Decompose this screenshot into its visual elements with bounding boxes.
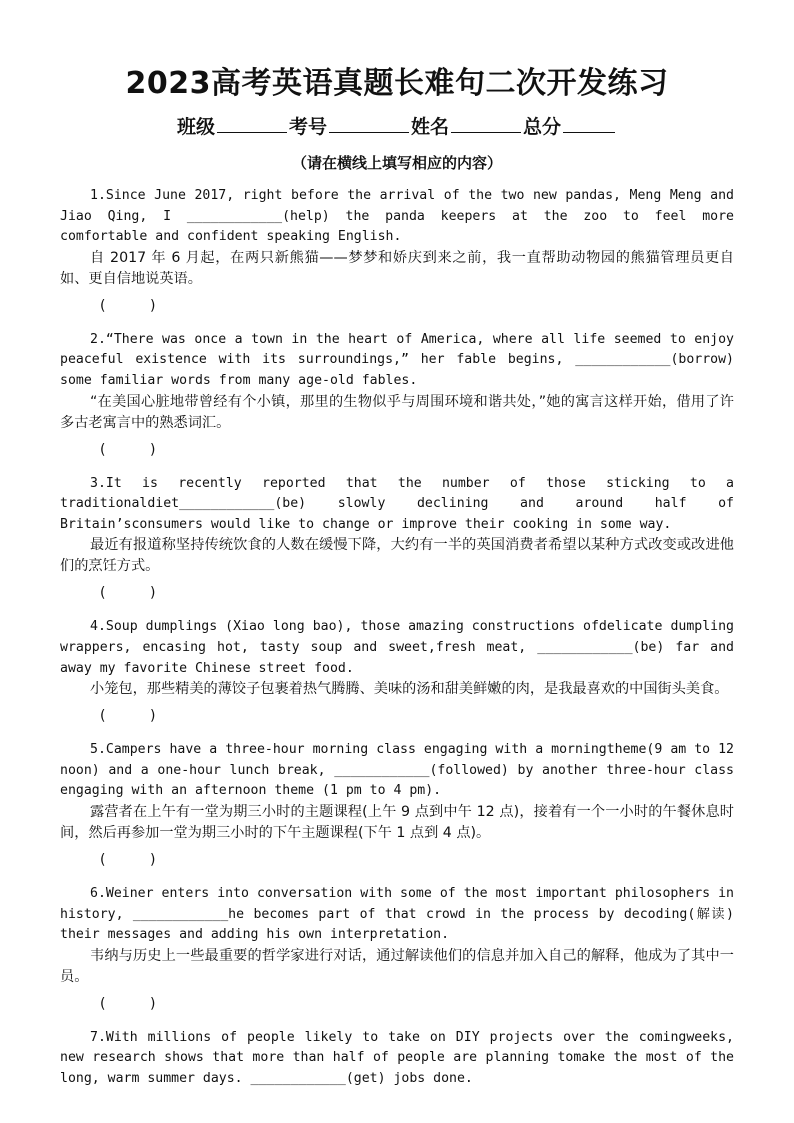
chinese-translation: “在美国心脏地带曾经有个小镇，那里的生物似乎与周围环境和谐共处，”她的寓言这样开始，借用了许多古老寓言中的熟悉词汇。	[60, 393, 734, 431]
exercise-item	[60, 884, 734, 1014]
answer-bracket[interactable]: ( )	[100, 297, 156, 314]
class-blank[interactable]	[217, 114, 287, 133]
exercise-item	[60, 1028, 734, 1090]
score-blank[interactable]	[563, 114, 615, 133]
chinese-translation: 小笼包，那些精美的薄饺子包裹着热气腾腾、美味的汤和甜美鲜嫩的肉，是我最喜欢的中国街头美食。	[90, 681, 729, 698]
english-sentence: 7.With millions of people likely to take on DIY projects over the comingweeks, new research shows that more than half of people are planning tomake the most of the long, warm summer days. ____________(get) jobs done.	[60, 1029, 734, 1086]
english-sentence: 6.Weiner enters into conversation with some of the most important philosophers in history, ____________he becomes part of that crowd in the process by decoding(解读) their messages and adding his own interpretation.	[60, 885, 734, 943]
answer-bracket[interactable]: ( )	[100, 441, 156, 458]
page-title: 2023高考英语真题长难句二次开发练习	[125, 66, 669, 101]
answer-bracket[interactable]: ( )	[100, 995, 156, 1012]
instruction-note: （请在横线上填写相应的内容）	[291, 154, 502, 172]
answer-bracket[interactable]: ( )	[100, 708, 156, 725]
english-sentence: 1.Since June 2017, right before the arrival of the two new pandas, Meng Meng and Jiao Qing, I ____________(help) the panda keepers at the zoo to feel more comfortable and confident speaking English.	[60, 188, 734, 245]
exercise-item	[60, 330, 734, 460]
english-sentence: 2.“There was once a town in the heart of America, where all life seemed to enjoy peaceful existence with its surroundings,” her fable begins, ____________(borrow) some familiar words from many age-old fables.	[60, 331, 734, 388]
exam-no-blank[interactable]	[329, 114, 409, 133]
answer-bracket[interactable]: ( )	[100, 585, 156, 602]
english-sentence: 3.It is recently reported that the number of those sticking to a traditionaldiet____________(be) slowly declining and around half of Britain’sconsumers would like to change or improve their cooking in some way.	[60, 475, 734, 532]
chinese-translation: 韦纳与历史上一些最重要的哲学家进行对话，通过解读他们的信息并加入自己的解释，他成为了其中一员。	[60, 947, 734, 985]
exercise-item	[60, 740, 734, 870]
exercise-item	[60, 617, 734, 726]
chinese-translation: 自 2017 年 6 月起，在两只新熊猫——梦梦和娇庆到来之前，我一直帮助动物园的熊猫管理员更自如、更自信地说英语。	[60, 249, 734, 287]
exam-no-label: 考号	[288, 116, 327, 138]
score-label: 总分	[523, 116, 562, 138]
name-blank[interactable]	[451, 114, 521, 133]
student-info-line	[0, 112, 794, 139]
class-label: 班级	[176, 116, 215, 138]
answer-bracket[interactable]: ( )	[100, 851, 156, 868]
chinese-translation: 最近有报道称坚持传统饮食的人数在缓慢下降，大约有一半的英国消费者希望以某种方式改变或改进他们的烹饪方式。	[60, 537, 734, 575]
name-label: 姓名	[411, 116, 450, 138]
english-sentence: 4.Soup dumplings (Xiao long bao), those amazing constructions ofdelicate dumpling wrappers, encasing hot, tasty soup and sweet,fresh meat, ____________(be) far and away my favorite Chinese street food.	[60, 619, 734, 676]
exercise-item	[60, 474, 734, 604]
exercise-list	[60, 186, 734, 1103]
english-sentence: 5.Campers have a three-hour morning class engaging with a morningtheme(9 am to 12 noon) and a one-hour lunch break, ____________(followed) by another three-hour class engaging with an afternoon theme (1 pm to 4 pm).	[60, 742, 734, 799]
chinese-translation: 露营者在上午有一堂为期三小时的主题课程(上午 9 点到中午 12 点)，接着有一个一小时的午餐休息时间，然后再参加一堂为期三小时的下午主题课程(下午 1 点到 4 点)。	[60, 803, 734, 841]
exercise-item	[60, 186, 734, 316]
